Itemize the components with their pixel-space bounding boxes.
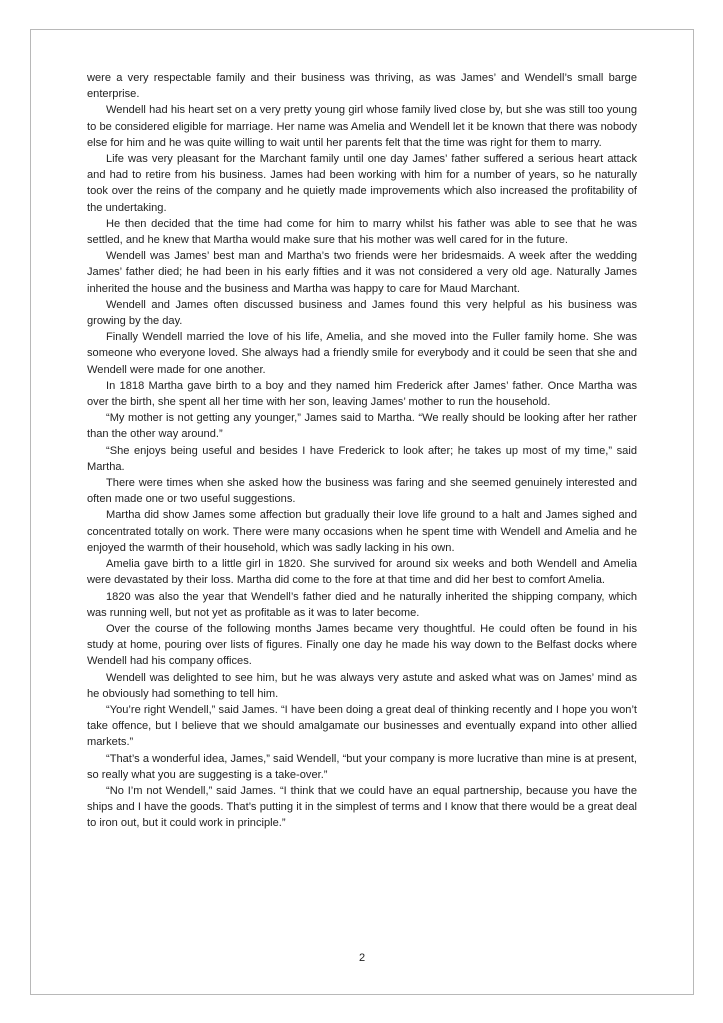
paragraph: There were times when she asked how the business was faring and she seemed genuinely interested and often made one or two useful suggestions. — [87, 477, 637, 506]
paragraph: Martha did show James some affection but gradually their love life ground to a halt and James sighed and concentrated totally on work. There were many occasions when he spent time with Wendell and Amelia and he enjoyed the warmth of their household, which was sadly lacking in his own. — [87, 509, 637, 554]
paragraph: “No I’m not Wendell,” said James. “I think that we could have an equal partnership, because you have the ships and I have the goods. That’s putting it in the simplest of terms and I know that there would be a great deal to iron out, but it could work in principle.” — [87, 784, 637, 830]
paragraph: In 1818 Martha gave birth to a boy and they named him Frederick after James’ father. Once Martha was over the birth, she spent all her time with her son, leaving James’ mother to run the household. — [87, 379, 637, 409]
paragraph: Wendell was delighted to see him, but he was always very astute and asked what was on James’ mind as he obviously had something to tell him. — [87, 671, 637, 700]
paragraph: Wendell and James often discussed business and James found this very helpful as his business was growing by the day. — [87, 298, 637, 328]
paragraph: Finally Wendell married the love of his life, Amelia, and she moved into the Fuller family home. She was someone who everyone loved. She always had a friendly smile for everybody and it could be seen that she and Wendell were made for one another. — [87, 331, 637, 376]
paragraph: Wendell was James’ best man and Martha’s two friends were her bridesmaids. A week after the wedding James’ father died; he had been in his early fifties and it was not considered a very old age. Naturally James inherited the house and the business and Martha was happy to care for Maud Marchant. — [87, 250, 637, 295]
paragraph: Amelia gave birth to a little girl in 1820. She survived for around six weeks and both Wendell and Amelia were devastated by their loss. Martha did come to the fore at that time and did her best to comfort Amelia. — [87, 558, 637, 587]
paragraph: “She enjoys being useful and besides I have Frederick to look after; he takes up most of my time,” said Martha. — [87, 444, 637, 473]
document-page — [30, 29, 694, 995]
paragraph: “That’s a wonderful idea, James,” said Wendell, “but your company is more lucrative than mine is at present, so really what you are suggesting is a take-over.” — [87, 752, 637, 781]
paragraph: Life was very pleasant for the Marchant family until one day James’ father suffered a serious heart attack and had to retire from his business. James had been working with him for a number of years, so he naturally took over the reins of the company and he quietly made improvements which also increased the profitability of the undertaking. — [87, 153, 637, 214]
paragraph: were a very respectable family and their business was thriving, as was James’ and Wendell’s small barge enterprise. — [87, 72, 637, 101]
paragraph: He then decided that the time had come for him to marry whilst his father was able to see that he was settled, and he knew that Martha would make sure that his mother was well cared for in the future. — [87, 217, 637, 247]
paragraph: Over the course of the following months James became very thoughtful. He could often be found in his study at home, pouring over lists of figures. Finally one day he made his way down to the Belfast docks where Wendell had his company offices. — [87, 622, 637, 668]
page-number: 2 — [358, 952, 366, 964]
paragraph: Wendell had his heart set on a very pretty young girl whose family lived close by, but she was still too young to be considered eligible for marriage. Her name was Amelia and Wendell let it be known that there was nobody else for him and he was quite willing to wait until her parents felt that the time was right for them to marry. — [87, 104, 637, 149]
body-text — [87, 70, 637, 832]
paragraph: 1820 was also the year that Wendell’s father died and he naturally inherited the shipping company, which was running well, but not yet as profitable as it was to later become. — [87, 590, 637, 619]
paragraph: “My mother is not getting any younger,” James said to Martha. “We really should be looking after her rather than the other way around.” — [87, 412, 637, 441]
paragraph: “You’re right Wendell,” said James. “I have been doing a great deal of thinking recently and I hope you won’t take offence, but I believe that we should amalgamate our businesses and eventually expand into other allied markets.” — [87, 703, 637, 749]
